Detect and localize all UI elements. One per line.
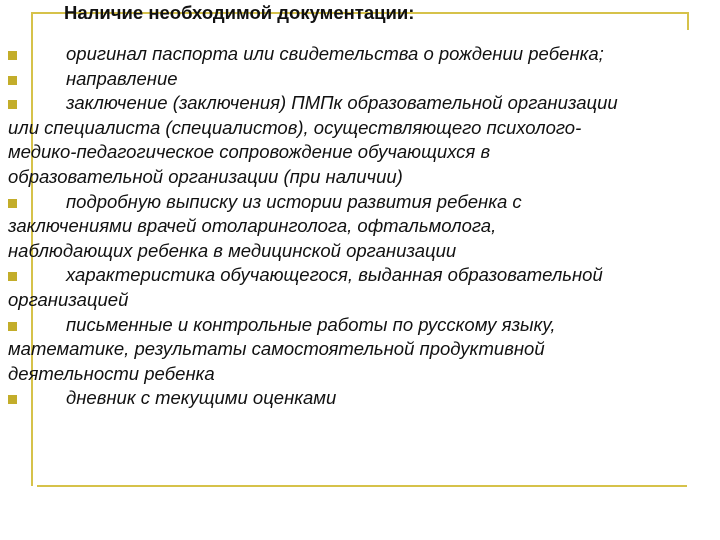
page-title: Наличие необходимой документации:: [64, 2, 415, 23]
list-item-line: образовательной организации (при наличии): [8, 166, 403, 187]
square-bullet-icon: [8, 76, 17, 85]
list-item-line: подробную выписку из истории развития ребенка с: [66, 190, 522, 212]
list-item-line: оригинал паспорта или свидетельства о рождении ребенка;: [66, 43, 604, 64]
square-bullet-icon: [8, 272, 17, 281]
list-item-line: или специалиста (специалистов), осуществляющего психолого-: [8, 116, 582, 138]
frame-bottom-line: [37, 485, 687, 487]
list-item-line: деятельности ребенка: [8, 362, 215, 384]
list-item-line: заключениями врачей отоларинголога, офтальмолога,: [8, 215, 497, 237]
list-item-line: характеристика обучающегося, выданная образовательной: [66, 264, 603, 286]
list-item-line: организацией: [8, 289, 129, 310]
square-bullet-icon: [8, 199, 17, 208]
square-bullet-icon: [8, 322, 17, 331]
list-item-line: медико-педагогическое сопровождение обучающихся в: [8, 141, 491, 163]
list-item-line: математике, результаты самостоятельной продуктивной: [8, 338, 545, 360]
list-item-line: наблюдающих ребенка в медицинской организации: [8, 239, 457, 261]
list-item-line: дневник с текущими оценками: [66, 387, 337, 409]
frame-right-tick: [687, 12, 689, 30]
list-item-line: направление: [66, 67, 178, 89]
square-bullet-icon: [8, 395, 17, 404]
list-item-line: письменные и контрольные работы по русскому языку,: [66, 313, 556, 335]
square-bullet-icon: [8, 100, 17, 109]
square-bullet-icon: [8, 51, 17, 60]
list-item-line: заключение (заключения) ПМПк образовательной организации: [66, 92, 618, 114]
